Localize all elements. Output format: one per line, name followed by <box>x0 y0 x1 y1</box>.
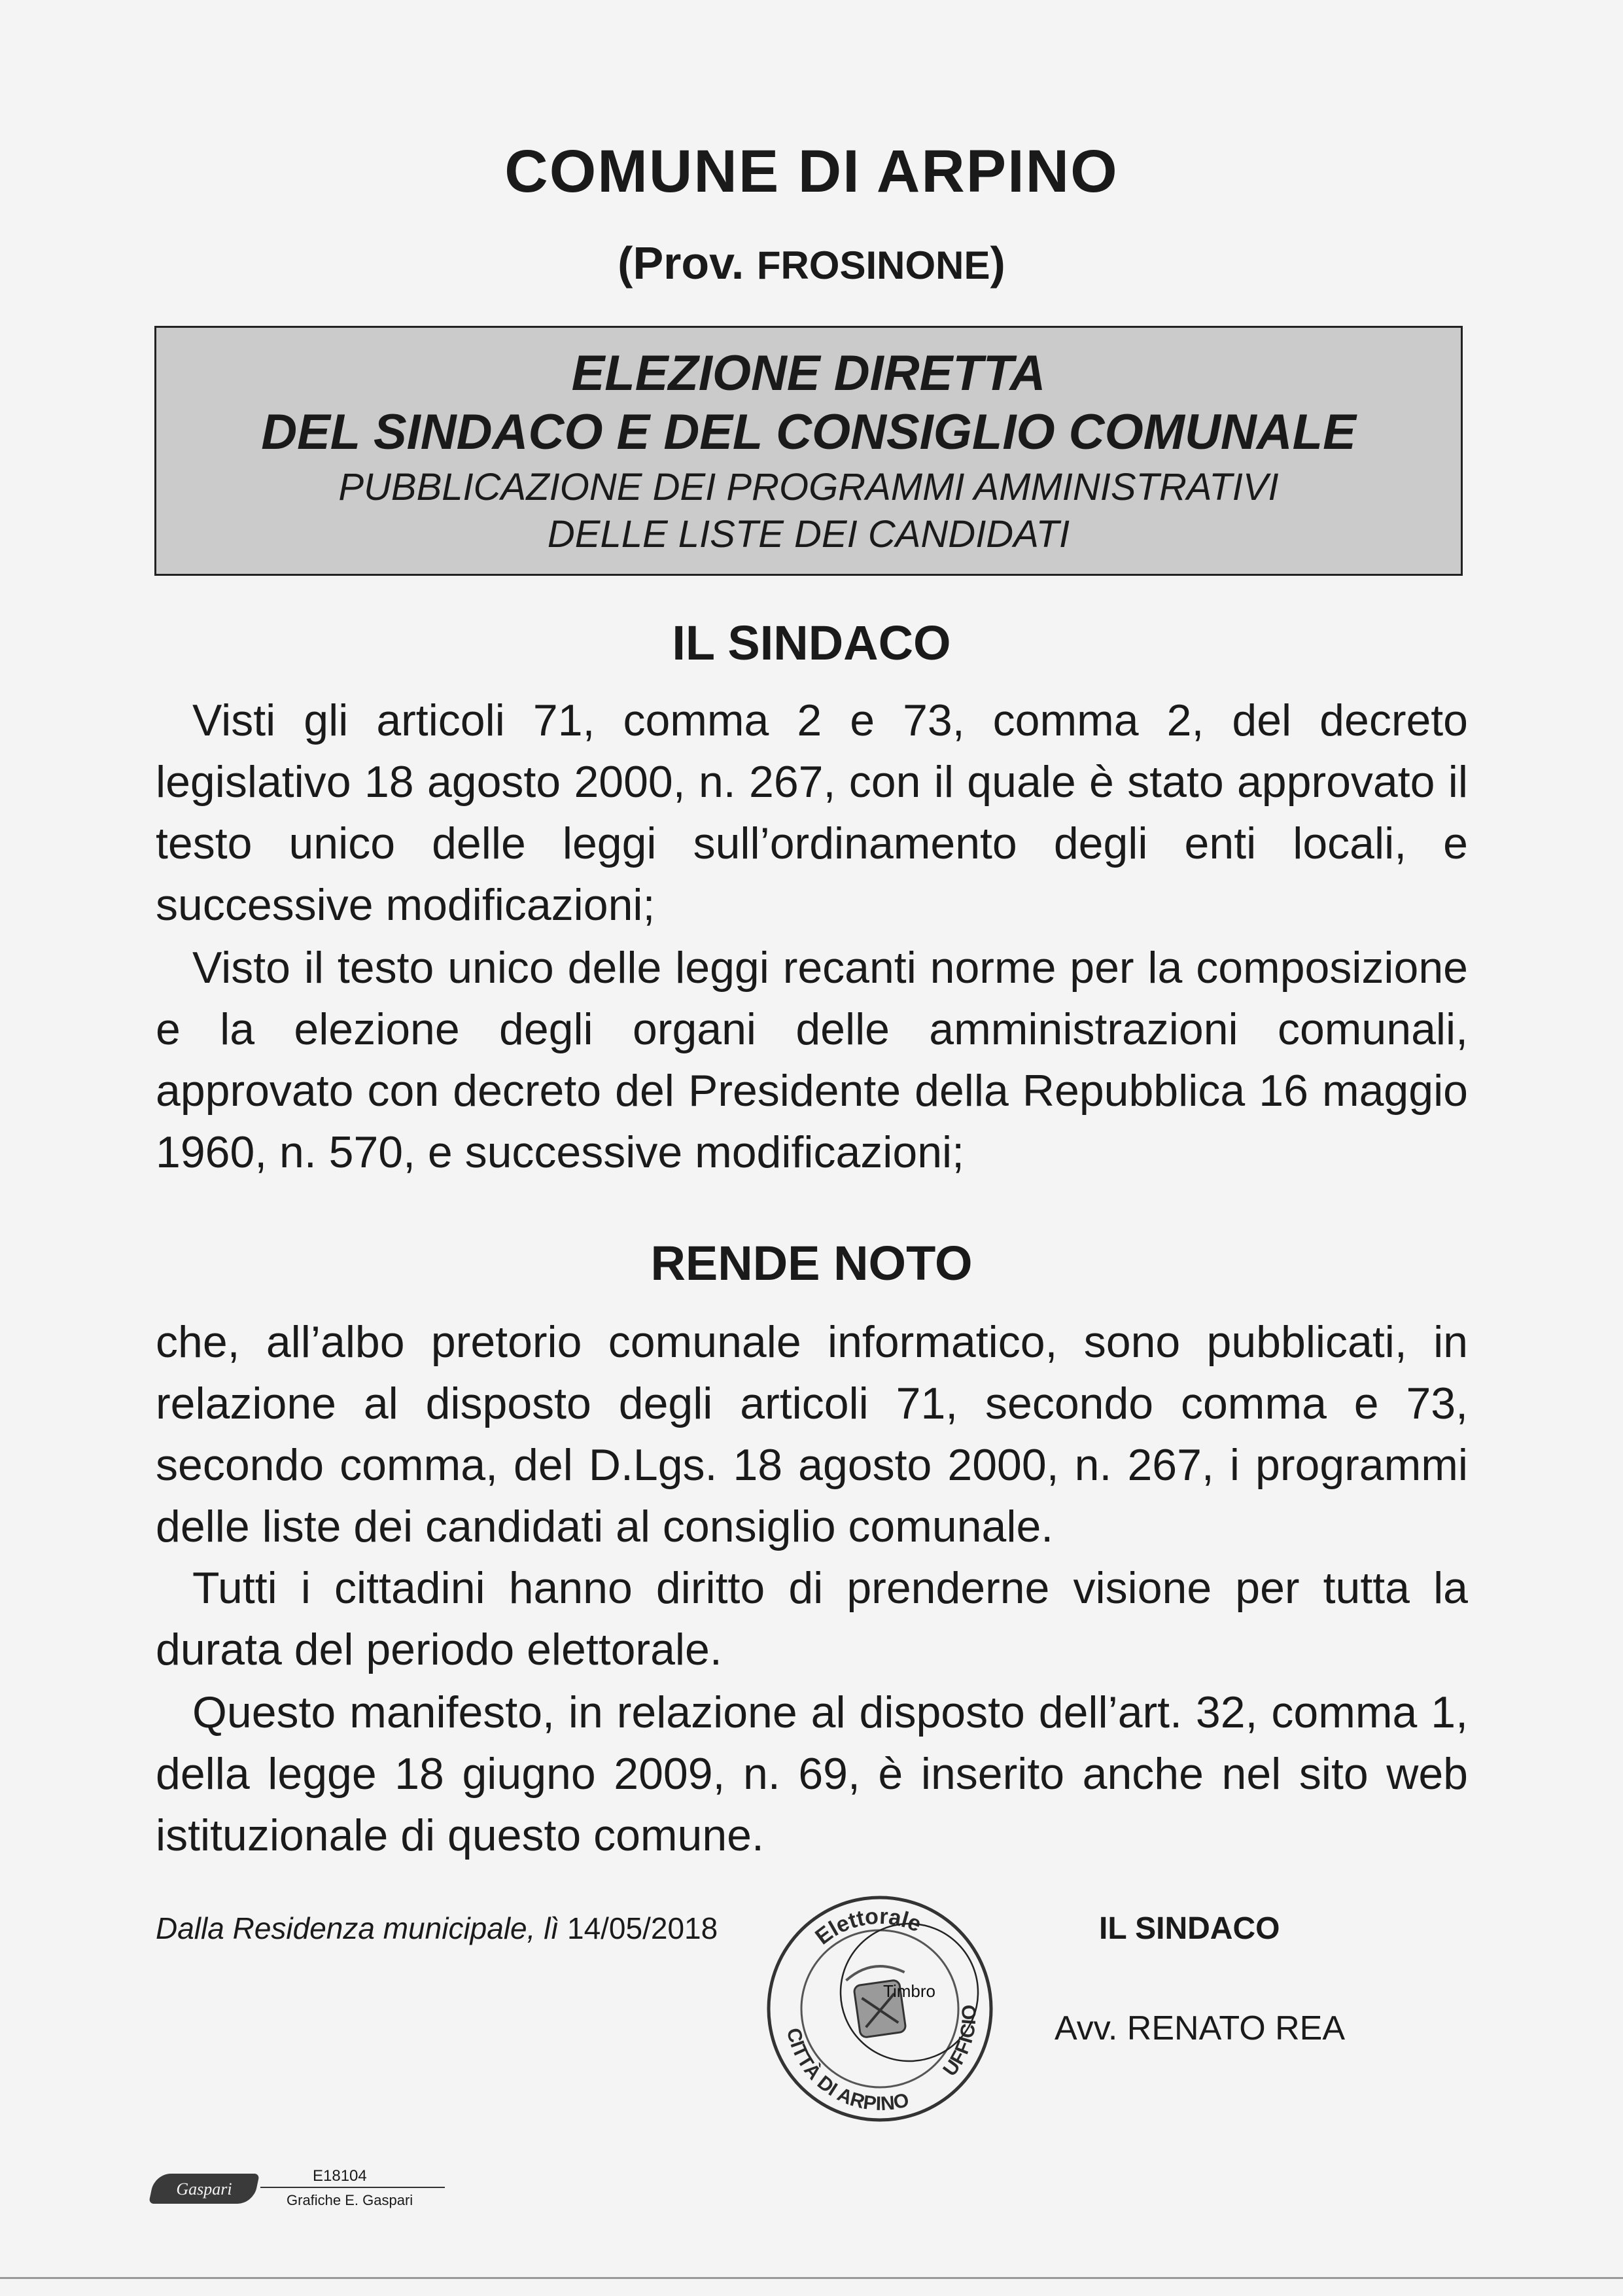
signer-role: IL SINDACO <box>1099 1911 1280 1946</box>
stamp-center-label: Timbro <box>883 1981 935 2001</box>
election-banner <box>154 326 1463 576</box>
heading-rende-noto: RENDE NOTO <box>650 1236 973 1290</box>
banner-line-2: DEL SINDACO E DEL CONSIGLIO COMUNALE <box>261 404 1356 460</box>
province-line <box>0 237 1623 289</box>
place-label: Dalla Residenza municipale, lì <box>156 1911 567 1945</box>
banner-line-4: DELLE LISTE DEI CANDIDATI <box>547 513 1070 556</box>
paragraph-4-text: Tutti i cittadini hanno diritto di prenderne visione per tutta la durata del periodo elettorale. <box>156 1563 1468 1674</box>
paragraph-5-text: Questo manifesto, in relazione al disposto dell’art. 32, comma 1, della legge 18 giugno 2009, n. 69, è inserito anche nel sito web istituzionale di questo comune. <box>156 1687 1468 1860</box>
province-close: ) <box>990 238 1005 289</box>
document-title: COMUNE DI ARPINO <box>504 138 1119 205</box>
footer-divider <box>260 2187 445 2188</box>
signer-name: Avv. RENATO REA <box>1055 2009 1346 2047</box>
stamp-ring-right: UFFICIO <box>939 2004 981 2081</box>
printer-name: Grafiche E. Gaspari <box>287 2192 413 2208</box>
paragraph-2-text: Visto il testo unico delle leggi recanti norme per la composizione e la elezione degli organi delle amministrazioni comunali, approvato con decreto del Presidente della Repubblica 16 maggio 1960, n. 570, e successive modificazioni; <box>156 943 1468 1177</box>
paragraph-tutti <box>156 1557 1468 1680</box>
paragraph-questo <box>156 1682 1468 1866</box>
stamp-ring-right-text <box>931 2002 990 2083</box>
print-code: E18104 <box>313 2167 367 2185</box>
paragraph-visto <box>156 937 1468 1183</box>
banner-line-1: ELEZIONE DIRETTA <box>571 345 1046 401</box>
printer-logo-text: Gaspari <box>176 2180 232 2199</box>
paragraph-che <box>156 1311 1468 1557</box>
stamp-ring-top: Elettorale <box>811 1903 925 1950</box>
signature-date: 14/05/2018 <box>567 1911 718 1945</box>
province-name: FROSINONE <box>756 243 990 287</box>
province-open: (Prov. <box>618 238 757 289</box>
paragraph-visti <box>156 690 1468 936</box>
printer-logo <box>148 2174 260 2204</box>
date-line <box>156 1911 718 1946</box>
page-bottom-rule <box>0 2277 1623 2279</box>
heading-il-sindaco: IL SINDACO <box>672 616 951 670</box>
paragraph-3-text: che, all’albo pretorio comunale informatico, sono pubblicati, in relazione al disposto degli articoli 71, secondo comma e 73, secondo comma, del D.Lgs. 18 agosto 2000, n. 267, i programmi delle liste dei candidati al consiglio comunale. <box>156 1317 1468 1551</box>
paragraph-1-text: Visti gli articoli 71, comma 2 e 73, comma 2, del decreto legislativo 18 agosto 2000, n. 267, con il quale è stato approvato il testo unico delle leggi sull’ordinamento degli enti locali, e successive modificazioni; <box>156 696 1468 930</box>
banner-line-3: PUBBLICAZIONE DEI PROGRAMMI AMMINISTRATIVI <box>338 466 1279 508</box>
municipal-stamp <box>759 1884 1001 2133</box>
stamp-ring-left: CITTÀ DI ARPINO <box>782 2026 911 2115</box>
